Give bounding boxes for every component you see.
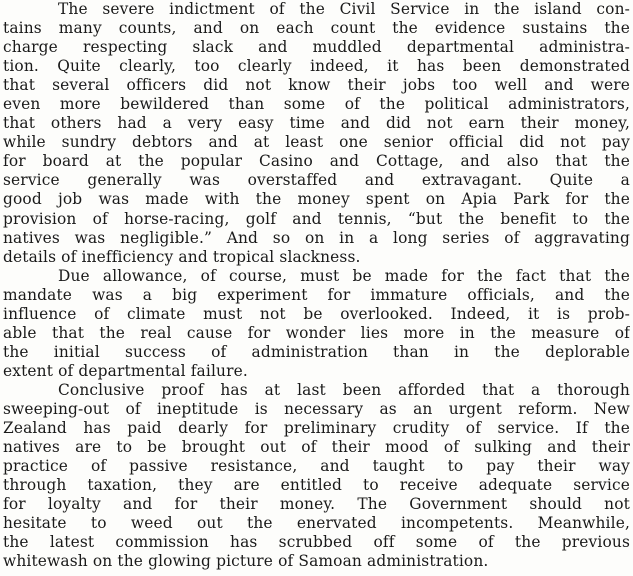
text-line: natives was negligible.” And so on in a long series of aggravating [3, 228, 630, 247]
text-line: while sundry debtors and at least one senior official did not pay [3, 133, 630, 152]
text-line: able that the real cause for wonder lies more in the measure of [3, 323, 630, 342]
text-line: whitewash on the glowing picture of Samoan administration. [3, 552, 489, 571]
text-line: natives are to be brought out of their mood of sulking and their [3, 438, 630, 457]
text-line: tion. Quite clearly, too clearly indeed, it has been demonstrated [3, 57, 630, 76]
text-line: tains many counts, and on each count the evidence sustains the [3, 19, 630, 38]
text-line: charge respecting slack and muddled departmental administra- [3, 38, 630, 57]
text-line: The severe indictment of the Civil Service in the island con- [58, 0, 630, 18]
paragraph-conclusive-proof [0, 381, 633, 571]
text-line: even more bewildered than some of the political administrators, [3, 95, 630, 114]
text-line: Zealand has paid dearly for preliminary crudity of service. If the [3, 419, 630, 438]
paragraph-civil-service-indictment [0, 0, 633, 267]
text-line: hesitate to weed out the enervated incompetents. Meanwhile, [3, 514, 630, 533]
text-line: practice of passive resistance, and taught to pay their way [3, 457, 630, 476]
text-line: provision of horse-racing, golf and tennis, “but the benefit to the [3, 209, 630, 228]
text-line: through taxation, they are entitled to receive adequate service [3, 476, 630, 495]
text-line: influence of climate must not be overlooked. Indeed, it is prob- [3, 304, 630, 323]
text-line: Due allowance, of course, must be made for the fact that the [58, 266, 630, 285]
text-line: service generally was overstaffed and extravagant. Quite a [3, 171, 630, 190]
text-line: the initial success of administration than in the deplorable [3, 342, 630, 361]
text-line: the latest commission has scrubbed off some of the previous [3, 533, 630, 552]
text-line: details of inefficiency and tropical slackness. [3, 247, 361, 266]
text-line: extent of departmental failure. [3, 361, 248, 380]
text-line: sweeping-out of ineptitude is necessary as an urgent reform. New [3, 399, 630, 418]
text-line: that others had a very easy time and did not earn their money, [3, 114, 630, 133]
text-line: for loyalty and for their money. The Government should not [3, 495, 630, 514]
text-line: Conclusive proof has at last been afforded that a thorough [58, 380, 630, 399]
text-line: good job was made with the money spent on Apia Park for the [3, 190, 630, 209]
text-line: mandate was a big experiment for immature officials, and the [3, 285, 630, 304]
paragraph-due-allowance [0, 267, 633, 381]
text-line: that several officers did not know their jobs too well and were [3, 76, 630, 95]
text-line: for board at the popular Casino and Cottage, and also that the [3, 152, 630, 171]
